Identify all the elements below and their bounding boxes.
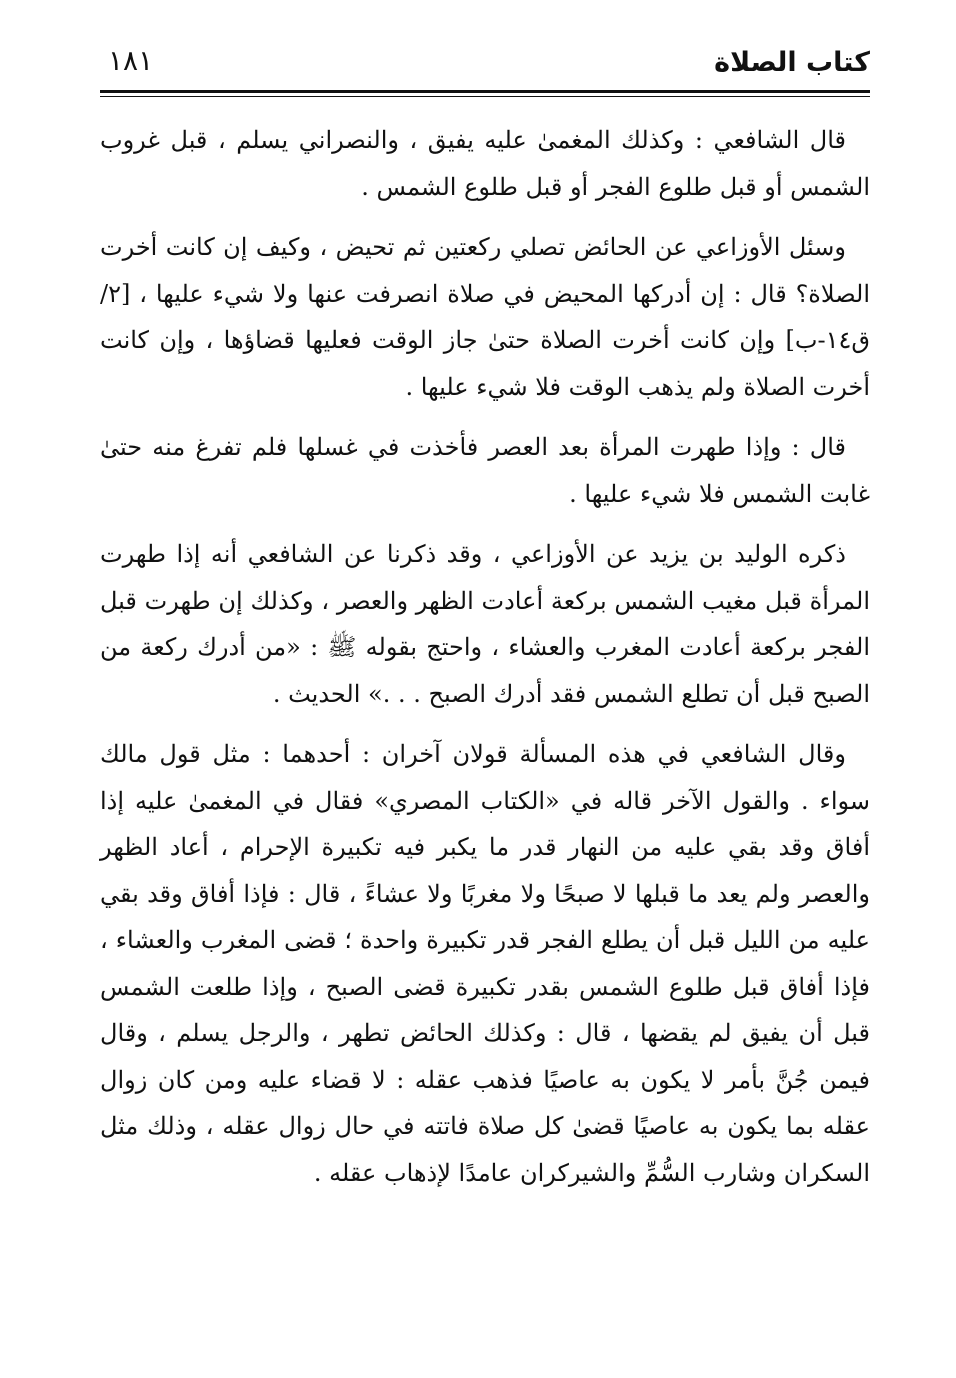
- page-body: [100, 117, 870, 1196]
- chapter-title: كتاب الصلاة: [714, 47, 870, 78]
- page-number: ١٨١: [108, 44, 154, 77]
- paragraph-1: قال الشافعي : وكذلك المغمىٰ عليه يفيق ، والنصراني يسلم ، قبل غروب الشمس أو قبل طلوع الفجر أو قبل طلوع الشمس .: [100, 126, 870, 201]
- page-header: [100, 40, 870, 88]
- document-page: [100, 40, 870, 1340]
- paragraph-4: ذكره الوليد بن يزيد عن الأوزاعي ، وقد ذكرنا عن الشافعي أنه إذا طهرت المرأة قبل مغيب الشمس بركعة أعادت الظهر والعصر ، وكذلك إن طهرت قبل الفجر بركعة أعادت المغرب والعشاء ، واحتج بقوله ﷺ : «من أدرك ركعة من الصبح قبل أن تطلع الشمس فقد أدرك الصبح . . .» الحديث .: [100, 540, 870, 708]
- paragraph-2: وسئل الأوزاعي عن الحائض تصلي ركعتين ثم تحيض ، وكيف إن كانت أخرت الصلاة؟ قال : إن أدركها المحيض في صلاة انصرفت عنها ولا شيء عليها ، [٢/ق١٤-ب] وإن كانت أخرت الصلاة حتىٰ جاز الوقت فعليها قضاؤها ، وإن كانت أخرت الصلاة ولم يذهب الوقت فلا شيء عليها .: [100, 233, 870, 401]
- header-rule-thin: [100, 96, 870, 97]
- paragraph-3: قال : وإذا طهرت المرأة بعد العصر فأخذت في غسلها فلم تفرغ منه حتىٰ غابت الشمس فلا شيء عليها .: [100, 433, 870, 508]
- paragraph-5: وقال الشافعي في هذه المسألة قولان آخران : أحدهما : مثل قول مالك سواء . والقول الآخر قاله في «الكتاب المصري» فقال في المغمىٰ عليه إذا أفاق وقد بقي عليه من النهار قدر ما يكبر فيه تكبيرة الإحرام ، أعاد الظهر والعصر ولم يعد ما قبلها لا صبحًا ولا مغربًا ولا عشاءً ، قال : فإذا أفاق وقد بقي عليه من الليل قبل أن يطلع الفجر قدر تكبيرة واحدة ؛ قضى المغرب والعشاء ، فإذا أفاق قبل طلوع الشمس بقدر تكبيرة قضى الصبح ، وإذا طلعت الشمس قبل أن يفيق لم يقضها ، قال : وكذلك الحائض تطهر ، والرجل يسلم ، وقال فيمن جُنَّ بأمر لا يكون به عاصيًا فذهب عقله : لا قضاء عليه ومن كان زوال عقله بما يكون به عاصيًا قضىٰ كل صلاة فاتته في حال زوال عقله ، وذلك مثل السكران وشارب السُّمِّ والشيركران عامدًا لإذهاب عقله .: [100, 740, 870, 1187]
- header-rule-thick: [100, 90, 870, 93]
